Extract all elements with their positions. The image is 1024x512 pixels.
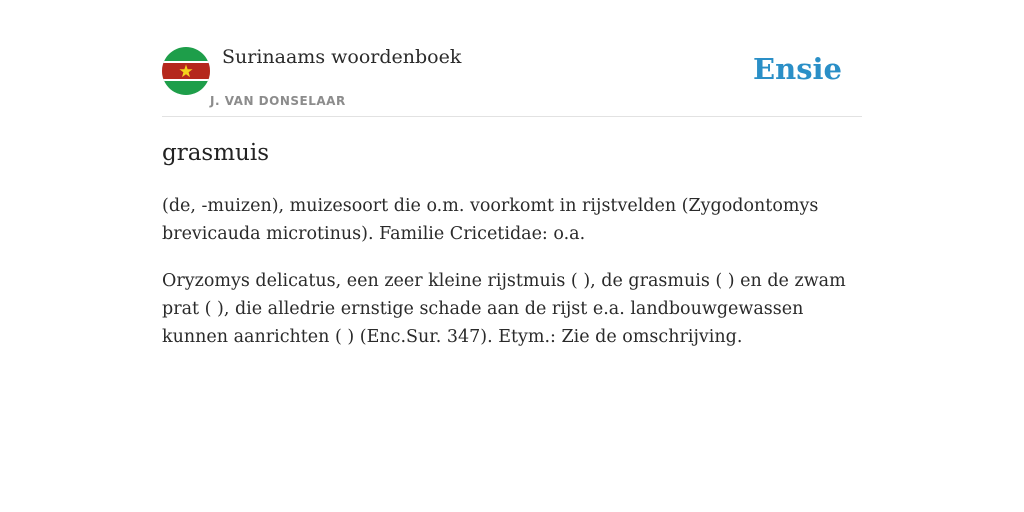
ensie-logo-link[interactable]: Ensie — [753, 52, 842, 86]
dictionary-header — [162, 44, 862, 117]
definition-paragraph: Oryzomys delicatus, een zeer kleine rijstmuis ( ), de grasmuis ( ) en de zwam prat ( ), die alledrie ernstige schade aan de rijst e.a. landbouwgewassen kunnen aanrichten ( ) (Enc.Sur. 347). Etym.: Zie de omschrijving. — [162, 271, 846, 347]
suriname-flag-icon — [162, 47, 210, 95]
dictionary-title[interactable]: Surinaams woordenboek — [222, 46, 462, 68]
definition-paragraph: (de, -muizen), muizesoort die o.m. voorkomt in rijstvelden (Zygodontomys brevicauda microtinus). Familie Cricetidae: o.a. — [162, 196, 819, 244]
dictionary-author: J. VAN DONSELAAR — [210, 94, 346, 108]
entry-headword: grasmuis — [162, 140, 270, 166]
